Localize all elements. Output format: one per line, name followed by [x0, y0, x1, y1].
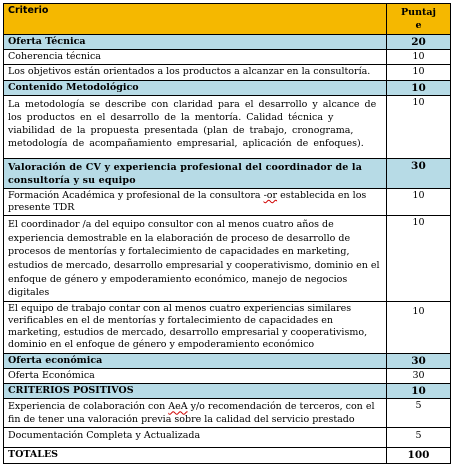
- criterion-text-part: Formación Académica y profesional de la consultora: [8, 189, 264, 201]
- spelling-flag: -or: [263, 189, 278, 201]
- criterion-text: [4, 399, 387, 428]
- table-header-row: [4, 4, 451, 35]
- puntaje-header-line2: e: [415, 20, 422, 31]
- totals-label: TOTALES: [4, 448, 387, 463]
- criterion-text: Los objetivos están orientados a los productos a alcanzar en la consultoría.: [4, 65, 387, 80]
- section-row-contenido-metodologico: [4, 80, 451, 95]
- table-row: [4, 428, 451, 448]
- criterion-points: 10: [387, 301, 451, 353]
- criterion-text: Documentación Completa y Actualizada: [4, 428, 387, 448]
- section-row-oferta-economica: [4, 353, 451, 368]
- criterion-points: 10: [387, 65, 451, 80]
- criterion-text: [4, 188, 387, 215]
- section-points: 20: [387, 35, 451, 50]
- criterion-points: 10: [387, 50, 451, 65]
- table-row: [4, 50, 451, 65]
- criterion-text: El coordinador /a del equipo consultor con al menos cuatro años de experiencia demostrable en la elaboración de proceso de desarrollo de procesos de mentorías y fortalecimiento de capacidades en marketing, estudios de mercado, desarrollo empresarial y cooperativismo, dominio en el enfoque de género y empoderamiento económico, manejo de negocios digitales: [4, 216, 387, 302]
- section-row-oferta-tecnica: [4, 35, 451, 50]
- criterion-text-part: y/o recomendación de terceros, con el fin de tener una valoración previa sobre la calidad del servicio prestado: [8, 401, 375, 425]
- table-row: [4, 399, 451, 428]
- section-title-line2: consultoría y su equipo: [8, 174, 136, 186]
- totals-row: [4, 448, 451, 463]
- section-row-criterios-positivos: [4, 384, 451, 399]
- criterion-text: El equipo de trabajo contar con al menos cuatro experiencias similares verificables en el de mentorías y fortalecimiento de capacidades en marketing, estudios de mercado, desarrollo empresarial y cooperativismo, dominio en el enfoque de género y empoderamiento económico: [4, 301, 387, 353]
- section-title: Oferta económica: [4, 353, 387, 368]
- table-row: [4, 188, 451, 215]
- section-title-line1: Valoración de CV y experiencia profesional del coordinador de la: [8, 161, 362, 173]
- evaluation-criteria-table: [3, 3, 451, 464]
- criterion-points: 30: [387, 368, 451, 383]
- criterion-text-part: Experiencia de colaboración con: [8, 401, 169, 413]
- criterion-points: 10: [387, 95, 451, 158]
- section-points: 10: [387, 80, 451, 95]
- table-row: [4, 368, 451, 383]
- puntaje-header: [387, 4, 451, 35]
- section-title: Oferta Técnica: [4, 35, 387, 50]
- criterion-points: 10: [387, 188, 451, 215]
- criterion-points: 5: [387, 399, 451, 428]
- criterion-points: 10: [387, 216, 451, 302]
- section-title: [4, 158, 387, 188]
- table-row: [4, 65, 451, 80]
- spelling-flag: AeA: [168, 401, 188, 413]
- section-points: 30: [387, 158, 451, 188]
- table-row: [4, 216, 451, 302]
- section-row-valoracion-cv: [4, 158, 451, 188]
- criterio-header: Criterio: [4, 4, 387, 35]
- criterion-text: Oferta Económica: [4, 368, 387, 383]
- section-title: Contenido Metodológico: [4, 80, 387, 95]
- table-row: [4, 95, 451, 158]
- puntaje-header-line1: Puntaj: [401, 7, 436, 18]
- criterion-text-part: establecida en los presente TDR: [8, 189, 367, 214]
- totals-points: 100: [387, 448, 451, 463]
- table-row: [4, 301, 451, 353]
- section-points: 10: [387, 384, 451, 399]
- section-points: 30: [387, 353, 451, 368]
- section-title: CRITERIOS POSITIVOS: [4, 384, 387, 399]
- criterion-text: Coherencia técnica: [4, 50, 387, 65]
- criterion-points: 5: [387, 428, 451, 448]
- criterion-text: La metodología se describe con claridad para el desarrollo y alcance de los productos en el desarrollo de la mentoría. Calidad técnica y viabilidad de la propuesta presentada (plan de trabajo, cronograma, metodología de acompañamiento empresarial, aplicación de enfoques).: [4, 95, 387, 158]
